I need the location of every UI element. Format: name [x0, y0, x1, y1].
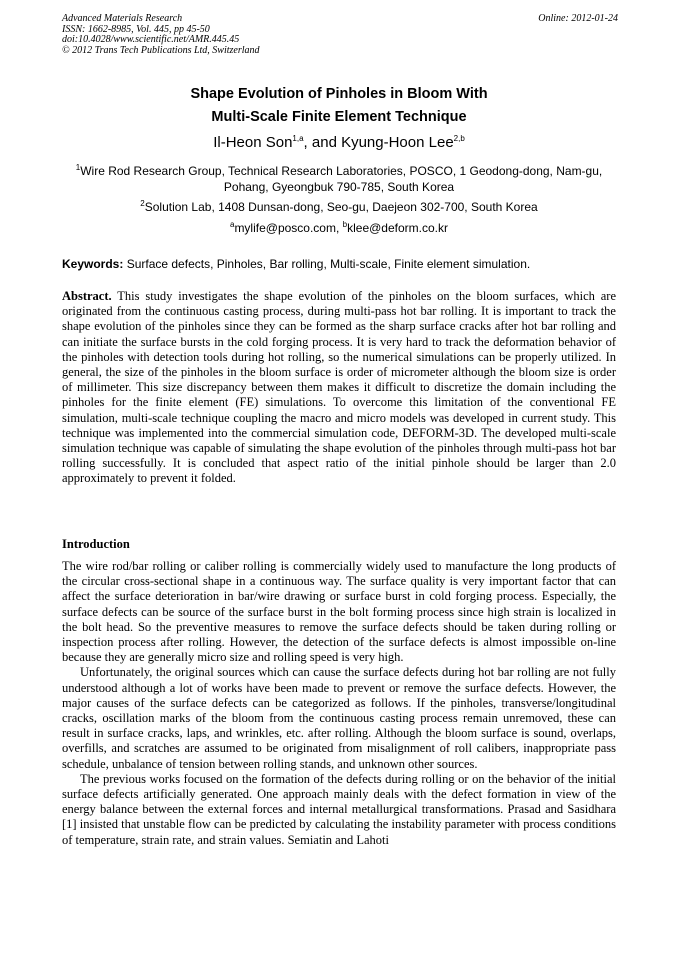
affiliation-1-mark: 1 — [75, 163, 81, 172]
affiliation-1-text: Wire Rod Research Group, Technical Research Laboratories, POSCO, 1 Geodong-dong, Nam-gu, Pohang, Gyeongbuk 790-785, South Korea — [80, 164, 603, 194]
journal-header — [62, 14, 618, 56]
author-list — [62, 133, 616, 153]
affiliation-1 — [62, 163, 616, 195]
email-a-mark: a — [229, 220, 235, 229]
doi-line: doi:10.4028/www.scientific.net/AMR.445.45 — [62, 34, 240, 45]
abstract-text: This study investigates the shape evolution of the pinholes on the bloom surfaces, which are originated from the continuous casting process, during multi-pass hot bar rolling. It is important to track the shape evolution of the pinholes since they can be formed as the sharp surface cracks after hot bar rolling and can initiate the surface bursts in the cold forging process. It is very hard to track the deformation behavior of the pinholes with detection tools during hot rolling, so the numerical simulations can be properly utilized. In general, the size of the pinholes in the bloom surface is order of micrometer although the bloom size is order of millimeter. This size discrepancy between them makes it difficult to discretize the domain including the pinholes for the finite element (FE) simulations. To overcome this limitation of the conventional FE simulation, multi-scale technique coupling the macro and micro models was developed in current study. This technique was implemented into the commercial simulation code, DEFORM-3D. The developed multi-scale simulation technique was capable of simulating the shape evolution of the pinholes through multi-pass hot bar rolling successfully. It is concluded that aspect ratio of the initial pinhole should be larger than 2.0 approximately to prevent it folded. — [62, 289, 616, 486]
journal-name: Advanced Materials Research — [62, 13, 183, 24]
affiliation-2 — [62, 199, 616, 215]
author-emails — [62, 220, 616, 236]
intro-paragraph-3: The previous works focused on the formation of the defects during rolling or on the behavior of the initial surface defects artificially generated. One approach mainly deals with the defect formation in view of the energy balance between the external forces and internal metallurgical transformations. Prasad and Sasidhara [1] insisted that unstable flow can be predicted by calculating the instability parameter with process conditions of temperature, strain rate, and strain values. Semiatin and Lahoti — [62, 771, 616, 847]
author-2-affiliation-mark: 2,b — [453, 134, 465, 143]
email-a: mylife@posco.com, — [234, 221, 343, 235]
keywords — [62, 256, 616, 272]
affiliation-2-mark: 2 — [140, 199, 145, 208]
online-date: Online: 2012-01-24 — [538, 13, 618, 24]
author-2: , and Kyung-Hoon Lee — [303, 134, 454, 151]
intro-paragraph-2: Unfortunately, the original sources which can cause the surface defects during hot bar rolling are not fully understood although a lot of works have been made to prevent or remove the surface defects. However, the major causes of the surface defects can be categorized as follows. If the pinholes, transverse/longitudinal cracks, oscillation marks of the bloom from the continuous casting process remain unremoved, these can result in surface cracks, laps, and wrinkles, etc. after rolling. Although the bloom surface is sound, overlaps, overfills, and scratches are assumed to be originated from misalignment of roll calibers, inappropriate pass schedule, unbalance of tension between rolling stands, and unknown other sources. — [62, 665, 616, 771]
intro-paragraph-1: The wire rod/bar rolling or caliber rolling is commercially widely used to manufacture the long products of the circular cross-sectional shape in a continuous way. The surface quality is very important factor that can affect the surface deterioration in bar/wire drawing or surface burst in cold forging process. Especially, the surface defects can be source of the surface burst in the bolt forming process since high strain is localized in the bolt head. So the preventive measures to remove the surface defects should be taken during rolling or inspection process after rolling. However, the detection of the surface defects is almost impossible on-line because they are generally micro size and rolling speed is very high. — [62, 559, 616, 665]
email-b-mark: b — [342, 220, 348, 229]
keywords-text: Surface defects, Pinholes, Bar rolling, Multi-scale, Finite element simulation. — [123, 257, 531, 271]
keywords-label: Keywords: — [62, 257, 124, 271]
abstract — [62, 289, 616, 487]
affiliation-2-text: Solution Lab, 1408 Dunsan-dong, Seo-gu, Daejeon 302-700, South Korea — [144, 200, 538, 214]
title-line-2: Multi-Scale Finite Element Technique — [211, 109, 467, 125]
email-b: klee@deform.co.kr — [347, 221, 448, 235]
paper-title — [62, 83, 616, 129]
abstract-label: Abstract. — [62, 289, 112, 303]
author-1-affiliation-mark: 1,a — [292, 134, 304, 143]
author-1: Il-Heon Son — [213, 134, 293, 151]
issn-line: ISSN: 1662-8985, Vol. 445, pp 45-50 — [62, 23, 210, 35]
title-line-1: Shape Evolution of Pinholes in Bloom With — [190, 86, 488, 102]
copyright-line: © 2012 Trans Tech Publications Ltd, Switzerland — [62, 44, 260, 56]
introduction-body — [62, 559, 616, 848]
section-heading-introduction: Introduction — [62, 537, 130, 551]
